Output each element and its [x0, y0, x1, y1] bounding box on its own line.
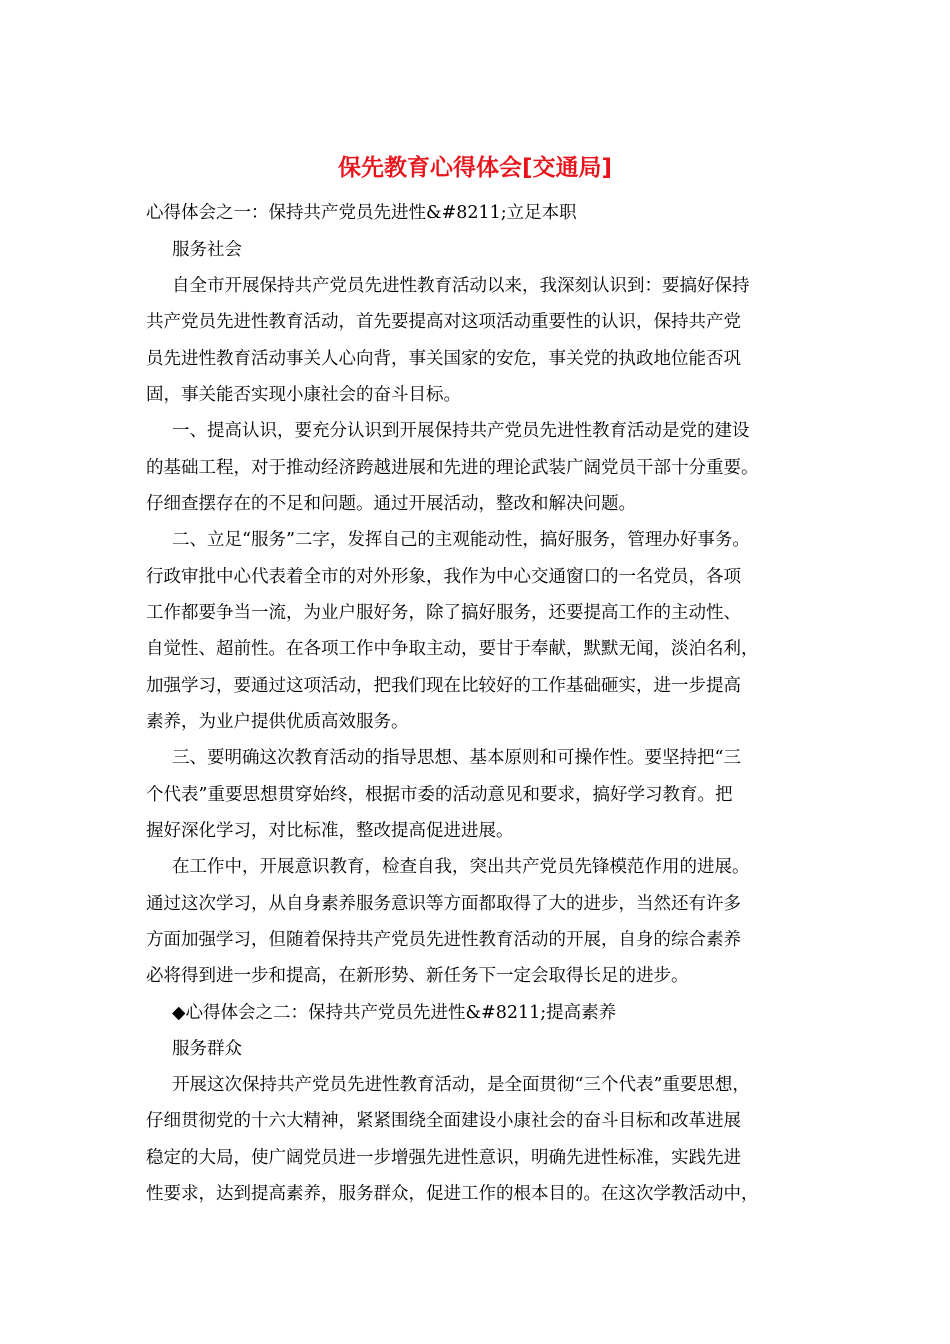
- body-line: 必将得到进一步和提高，在新形势、新任务下一定会取得长足的进步。: [146, 966, 689, 986]
- body-line: ◆心得体会之二：保持共产党员先进性&#8211;提高素养: [172, 1003, 617, 1023]
- body-line: 自全市开展保持共产党员先进性教育活动以来，我深刻认识到：要搞好保持: [172, 276, 750, 296]
- body-line: 在工作中，开展意识教育，检查自我，突出共产党员先锋模范作用的进展。: [172, 857, 750, 877]
- body-line: 的基础工程，对于推动经济跨越进展和先进的理论武装广阔党员干部十分重要。: [146, 458, 759, 478]
- body-line: 仔细查摆存在的不足和问题。通过开展活动，整改和解决问题。: [146, 494, 636, 514]
- body-line: 稳定的大局，使广阔党员进一步增强先进性意识，明确先进性标准，实践先进: [146, 1148, 741, 1168]
- body-line: 仔细贯彻党的十六大精神，紧紧围绕全面建设小康社会的奋斗目标和改革进展: [146, 1111, 741, 1131]
- body-line: 行政审批中心代表着全市的对外形象，我作为中心交通窗口的一名党员，各项: [146, 567, 741, 587]
- body-line: 通过这次学习，从自身素养服务意识等方面都取得了大的进步，当然还有许多: [146, 894, 741, 914]
- body-line: 素养，为业户提供优质高效服务。: [146, 712, 409, 732]
- body-line: 工作都要争当一流，为业户服好务，除了搞好服务，还要提高工作的主动性、: [146, 603, 741, 623]
- body-line: 三、要明确这次教育活动的指导思想、基本原则和可操作性。要坚持把“三: [172, 748, 741, 768]
- body-line: 共产党员先进性教育活动，首先要提高对这项活动重要性的认识，保持共产党: [146, 312, 741, 332]
- body-line: 加强学习，要通过这项活动，把我们现在比较好的工作基础砸实，进一步提高: [146, 676, 741, 696]
- document-title: 保先教育心得体会[交通局]: [337, 155, 613, 181]
- body-line: 一、提高认识，要充分认识到开展保持共产党员先进性教育活动是党的建设: [172, 421, 750, 441]
- body-line: 开展这次保持共产党员先进性教育活动，是全面贯彻“三个代表”重要思想，: [172, 1075, 750, 1095]
- body-line: 个代表”重要思想贯穿始终，根据市委的活动意见和要求，搞好学习教育。把: [146, 785, 733, 805]
- body-line: 心得体会之一：保持共产党员先进性&#8211;立足本职: [146, 203, 577, 223]
- body-line: 方面加强学习，但随着保持共产党员先进性教育活动的开展，自身的综合素养: [146, 930, 741, 950]
- body-line: 服务社会: [172, 240, 242, 260]
- body-line: 握好深化学习，对比标准，整改提高促进进展。: [146, 821, 514, 841]
- body-line: 自觉性、超前性。在各项工作中争取主动，要甘于奉献，默默无闻，淡泊名利，: [146, 639, 759, 659]
- body-line: 员先进性教育活动事关人心向背，事关国家的安危，事关党的执政地位能否巩: [146, 349, 741, 369]
- body-line: 固，事关能否实现小康社会的奋斗目标。: [146, 385, 461, 405]
- body-line: 二、立足“服务”二字，发挥自己的主观能动性，搞好服务，管理办好事务。: [172, 530, 750, 550]
- body-line: 性要求，达到提高素养，服务群众，促进工作的根本目的。在这次学教活动中，: [146, 1184, 759, 1204]
- body-line: 服务群众: [172, 1039, 242, 1059]
